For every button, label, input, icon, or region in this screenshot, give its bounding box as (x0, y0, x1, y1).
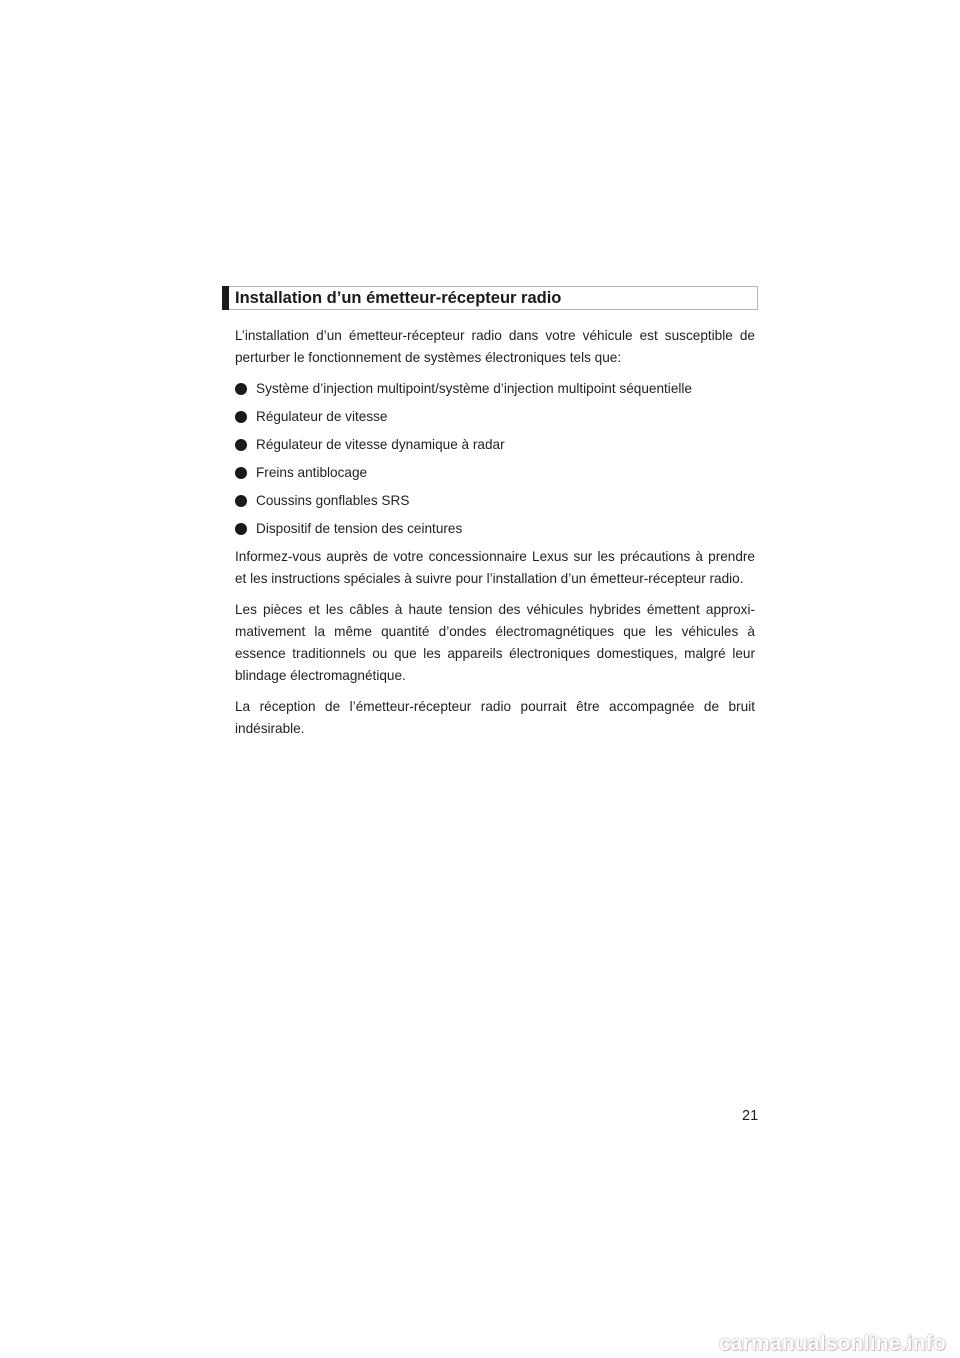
list-item-text: Dispositif de tension des ceintures (256, 521, 463, 536)
list-item (235, 406, 755, 428)
list-item (235, 378, 755, 400)
list-item-text: Coussins gonflables SRS (256, 493, 410, 508)
reception-noise-paragraph: La réception de l’émetteur-récepteur radio pourrait être accompagnée de bruit indésirable. (235, 699, 755, 736)
section-header-marker (222, 286, 229, 310)
list-item (235, 518, 755, 540)
list-item-text: Régulateur de vitesse (256, 409, 388, 424)
dealer-advice-paragraph: Informez-vous auprès de votre concessionnaire Lexus sur les précautions à prendre et les instructions spéciales à suivre pour l’installation d’un émetteur-récepteur radio. (235, 549, 755, 586)
page-number: 21 (742, 1108, 759, 1124)
systems-list (235, 378, 755, 540)
watermark (0, 1330, 960, 1358)
list-item (235, 490, 755, 512)
bullet-icon (235, 439, 247, 451)
bullet-icon (235, 383, 247, 395)
hybrid-emissions-paragraph: Les pièces et les câbles à haute tension des véhicules hybrides émettent approxi-mativement la même quantité d’ondes électromagnétiques que les véhicules à essence traditionnels ou que les appareils électroniques domestiques, malgré leur blindage électromagnétique. (235, 602, 755, 683)
bullet-icon (235, 467, 247, 479)
bullet-icon (235, 523, 247, 535)
section-header (222, 286, 758, 310)
systems-list-wrapper (235, 378, 755, 540)
list-item (235, 434, 755, 456)
bullet-icon (235, 411, 247, 423)
list-item-text: Régulateur de vitesse dynamique à radar (256, 437, 505, 452)
list-item-text: Freins antiblocage (256, 465, 368, 480)
section-title: Installation d’un émetteur-récepteur radio (235, 289, 562, 307)
intro-paragraph: L’installation d’un émetteur-récepteur radio dans votre véhicule est susceptible de perturber le fonctionnement de systèmes électroniques tels que: (235, 328, 755, 365)
bullet-icon (235, 495, 247, 507)
body-content (235, 325, 755, 749)
list-item (235, 462, 755, 484)
watermark-text: carmanualsonline.info (718, 1332, 946, 1355)
list-item-text: Système d’injection multipoint/système d’injection multipoint séquentielle (256, 381, 692, 396)
